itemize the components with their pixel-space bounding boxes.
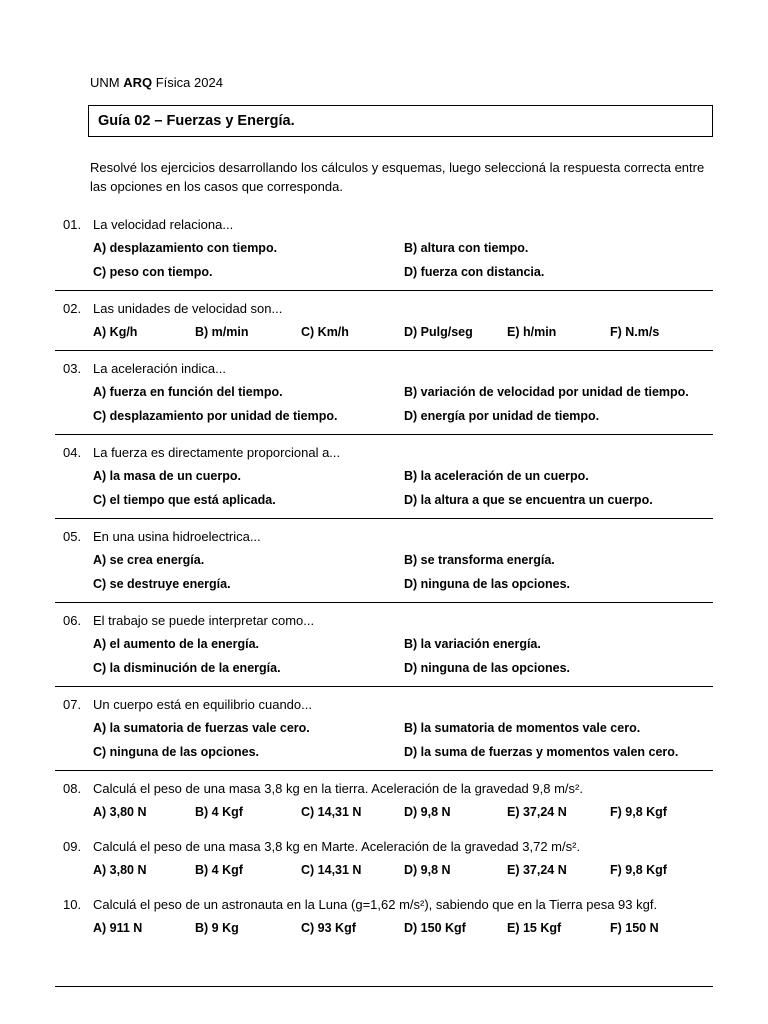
- question-number: 01.: [63, 217, 82, 232]
- question-number: 09.: [63, 839, 82, 854]
- question-number: 10.: [63, 897, 82, 912]
- question-text: Calculá el peso de un astronauta en la Luna (g=1,62 m/s²), sabiendo que en la Tierra pesa 93 kgf.: [93, 897, 658, 912]
- section-divider: [55, 350, 713, 351]
- answer-option: A) 3,80 N: [93, 863, 147, 877]
- answer-option: F) 150 N: [610, 921, 659, 935]
- question-block: [55, 299, 713, 351]
- answer-option: D) Pulg/seg: [404, 325, 473, 339]
- answer-option: C) el tiempo que está aplicada.: [93, 493, 276, 507]
- question-options: [93, 323, 713, 342]
- question-text: Las unidades de velocidad son...: [93, 301, 283, 316]
- question-text: Un cuerpo está en equilibrio cuando...: [93, 697, 312, 712]
- answer-option: B) m/min: [195, 325, 249, 339]
- answer-option: C) 14,31 N: [301, 805, 362, 819]
- question-block: [55, 895, 713, 938]
- question-text: Calculá el peso de una masa 3,8 kg en la tierra. Aceleración de la gravedad 9,8 m/s².: [93, 781, 583, 796]
- question-options: [93, 239, 713, 282]
- question-text: En una usina hidroelectrica...: [93, 529, 261, 544]
- question-number: 03.: [63, 361, 82, 376]
- guide-title-box: [88, 105, 713, 137]
- answer-option: E) 37,24 N: [507, 805, 567, 819]
- question-number: 05.: [63, 529, 82, 544]
- answer-option: F) N.m/s: [610, 325, 660, 339]
- answer-option: D) 9,8 N: [404, 805, 451, 819]
- section-divider: [55, 290, 713, 291]
- answer-option: D) fuerza con distancia.: [404, 265, 545, 279]
- answer-option: C) 14,31 N: [301, 863, 362, 877]
- answer-option: F) 9,8 Kgf: [610, 863, 667, 877]
- answer-option: C) se destruye energía.: [93, 577, 231, 591]
- question-options: [93, 467, 713, 510]
- question-header: [55, 443, 713, 462]
- answer-option: A) el aumento de la energía.: [93, 637, 260, 651]
- question-header: [55, 895, 713, 914]
- answer-option: A) 3,80 N: [93, 805, 147, 819]
- question-block: [55, 779, 713, 822]
- question-number: 06.: [63, 613, 82, 628]
- question-block: [55, 527, 713, 603]
- answer-option: C) peso con tiempo.: [93, 265, 213, 279]
- answer-option: B) la aceleración de un cuerpo.: [404, 469, 589, 483]
- answer-option: B) 9 Kg: [195, 921, 239, 935]
- answer-option: D) energía por unidad de tiempo.: [404, 409, 600, 423]
- answer-option: D) la suma de fuerzas y momentos valen cero.: [404, 745, 679, 759]
- question-options: [93, 719, 713, 762]
- guide-title: Guía 02 – Fuerzas y Energía.: [98, 113, 295, 129]
- question-block: [55, 695, 713, 771]
- section-divider: [55, 770, 713, 771]
- question-text: La velocidad relaciona...: [93, 217, 234, 232]
- question-number: 07.: [63, 697, 82, 712]
- header-prefix: UNM: [90, 75, 124, 90]
- answer-option: C) ninguna de las opciones.: [93, 745, 259, 759]
- question-number: 02.: [63, 301, 82, 316]
- question-options: [93, 551, 713, 594]
- answer-option: D) ninguna de las opciones.: [404, 661, 570, 675]
- question-options: [93, 383, 713, 426]
- answer-option: B) variación de velocidad por unidad de tiempo.: [404, 385, 689, 399]
- questions-list: [55, 215, 713, 938]
- answer-option: B) 4 Kgf: [195, 805, 243, 819]
- question-header: [55, 837, 713, 856]
- answer-option: E) 37,24 N: [507, 863, 567, 877]
- answer-option: E) h/min: [507, 325, 557, 339]
- question-text: La aceleración indica...: [93, 361, 226, 376]
- question-block: [55, 215, 713, 291]
- section-divider: [55, 434, 713, 435]
- question-header: [55, 299, 713, 318]
- question-header: [55, 779, 713, 798]
- answer-option: A) se crea energía.: [93, 553, 205, 567]
- document-header: [90, 74, 713, 92]
- answer-option: A) fuerza en función del tiempo.: [93, 385, 283, 399]
- question-options: [93, 635, 713, 678]
- answer-option: B) 4 Kgf: [195, 863, 243, 877]
- question-block: [55, 443, 713, 519]
- answer-option: D) 150 Kgf: [404, 921, 466, 935]
- answer-option: A) Kg/h: [93, 325, 138, 339]
- answer-option: D) la altura a que se encuentra un cuerpo.: [404, 493, 653, 507]
- question-text: El trabajo se puede interpretar como...: [93, 613, 315, 628]
- header-suffix: Física 2024: [152, 75, 223, 90]
- answer-option: A) 911 N: [93, 921, 143, 935]
- question-text: Calculá el peso de una masa 3,8 kg en Marte. Aceleración de la gravedad 3,72 m/s².: [93, 839, 581, 854]
- question-number: 08.: [63, 781, 82, 796]
- question-block: [55, 611, 713, 687]
- answer-option: C) la disminución de la energía.: [93, 661, 281, 675]
- section-divider: [55, 518, 713, 519]
- question-text: La fuerza es directamente proporcional a...: [93, 445, 341, 460]
- question-options: [93, 861, 713, 880]
- question-header: [55, 215, 713, 234]
- section-divider: [55, 686, 713, 687]
- answer-option: C) Km/h: [301, 325, 349, 339]
- answer-option: B) la sumatoria de momentos vale cero.: [404, 721, 641, 735]
- header-course-code: ARQ: [123, 75, 153, 90]
- question-header: [55, 611, 713, 630]
- answer-option: D) ninguna de las opciones.: [404, 577, 570, 591]
- answer-option: C) desplazamiento por unidad de tiempo.: [93, 409, 338, 423]
- instructions-paragraph: Resolvé los ejercicios desarrollando los cálculos y esquemas, luego seleccioná la respuesta correcta entre las opciones en los casos que corresponda.: [90, 160, 705, 194]
- question-options: [93, 919, 713, 938]
- question-header: [55, 359, 713, 378]
- question-header: [55, 695, 713, 714]
- question-block: [55, 359, 713, 435]
- answer-option: D) 9,8 N: [404, 863, 451, 877]
- answer-option: F) 9,8 Kgf: [610, 805, 667, 819]
- answer-option: B) altura con tiempo.: [404, 241, 529, 255]
- answer-option: A) desplazamiento con tiempo.: [93, 241, 278, 255]
- answer-option: A) la masa de un cuerpo.: [93, 469, 241, 483]
- question-header: [55, 527, 713, 546]
- answer-option: B) la variación energía.: [404, 637, 541, 651]
- answer-option: C) 93 Kgf: [301, 921, 356, 935]
- answer-option: B) se transforma energía.: [404, 553, 555, 567]
- question-number: 04.: [63, 445, 82, 460]
- section-divider: [55, 602, 713, 603]
- question-block: [55, 837, 713, 880]
- question-options: [93, 803, 713, 822]
- answer-option: A) la sumatoria de fuerzas vale cero.: [93, 721, 310, 735]
- bottom-divider: [55, 986, 713, 987]
- answer-option: E) 15 Kgf: [507, 921, 562, 935]
